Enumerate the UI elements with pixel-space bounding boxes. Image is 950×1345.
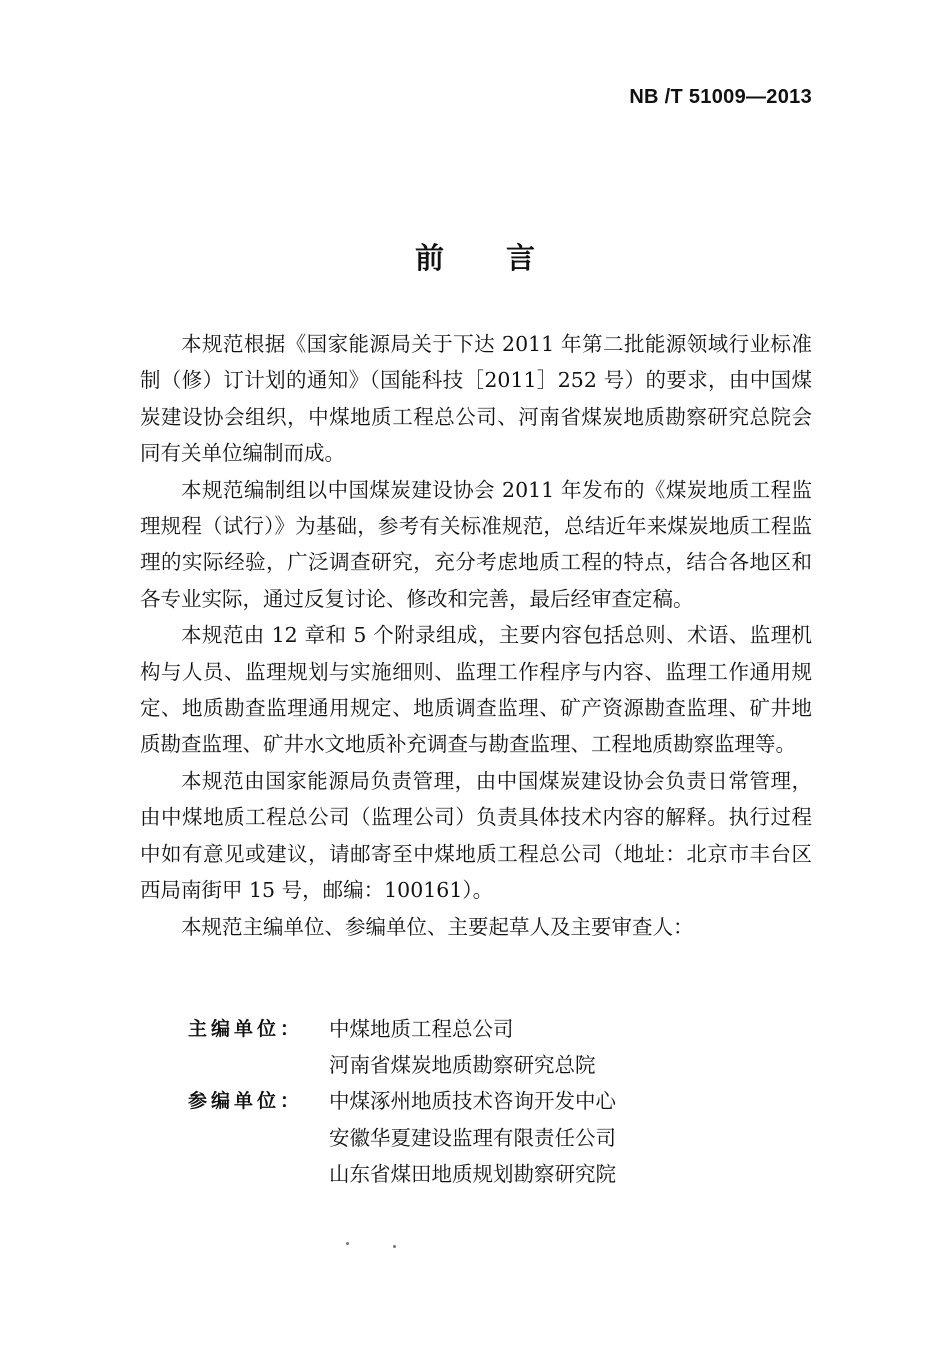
chief-unit-row xyxy=(188,1011,616,1047)
foreword-body xyxy=(140,326,812,945)
chief-unit-name: 中煤地质工程总公司 xyxy=(329,1017,514,1041)
participating-unit-label: 参编单位： xyxy=(188,1090,304,1113)
paragraph-4: 本规范由国家能源局负责管理，由中国煤炭建设协会负责日常管理，由中煤地质工程总公司（监理公司）负责具体技术内容的解释。执行过程中如有意见或建议，请邮寄至中煤地质工程总公司（地址：北京市丰台区西局南街甲 15 号，邮编：100161）。 xyxy=(140,768,812,903)
paragraph-5: 本规范主编单位、参编单位、主要起草人及主要审查人： xyxy=(181,914,694,939)
standard-code: NB /T 51009—2013 xyxy=(629,86,812,108)
paragraph-1: 本规范根据《国家能源局关于下达 2011 年第二批能源领域行业标准制（修）订计划的通知》（国能科技［2011］252 号）的要求，由中国煤炭建设协会组织，中煤地质工程总公司、河南省煤炭地质勘察研究总院会同有关单位编制而成。 xyxy=(140,332,812,466)
chief-unit-row xyxy=(188,1047,616,1083)
chief-unit-label: 主编单位： xyxy=(188,1018,304,1040)
chief-unit-name: 河南省煤炭地质勘察研究总院 xyxy=(329,1053,596,1078)
participating-unit-row xyxy=(188,1156,616,1192)
scan-speck xyxy=(393,1245,396,1248)
participating-unit-row xyxy=(188,1083,616,1119)
participating-unit-row xyxy=(188,1120,616,1156)
compiling-units xyxy=(188,1011,616,1192)
scan-speck xyxy=(346,1242,349,1245)
paragraph-2: 本规范编制组以中国煤炭建设协会 2011 年发布的《煤炭地质工程监理规程（试行）》为基础，参考有关标准规范，总结近年来煤炭地质工程监理的实际经验，广泛调查研究，充分考虑地质工程的特点，结合各地区和各专业实际，通过反复讨论、修改和完善，最后经审查定稿。 xyxy=(140,477,812,611)
paragraph-3: 本规范由 12 章和 5 个附录组成，主要内容包括总则、术语、监理机构与人员、监理规划与实施细则、监理工作程序与内容、监理工作通用规定、地质勘查监理通用规定、地质调查监理、矿产资源勘查监理、矿井地质勘查监理、矿井水文地质补充调查与勘查监理、工程地质勘察监理等。 xyxy=(140,623,812,757)
participating-unit-name: 安徽华夏建设监理有限责任公司 xyxy=(329,1125,616,1150)
page-title: 前言 xyxy=(414,241,597,275)
participating-unit-name: 山东省煤田地质规划勘察研究院 xyxy=(329,1161,616,1186)
participating-unit-name: 中煤涿州地质技术咨询开发中心 xyxy=(329,1089,616,1114)
